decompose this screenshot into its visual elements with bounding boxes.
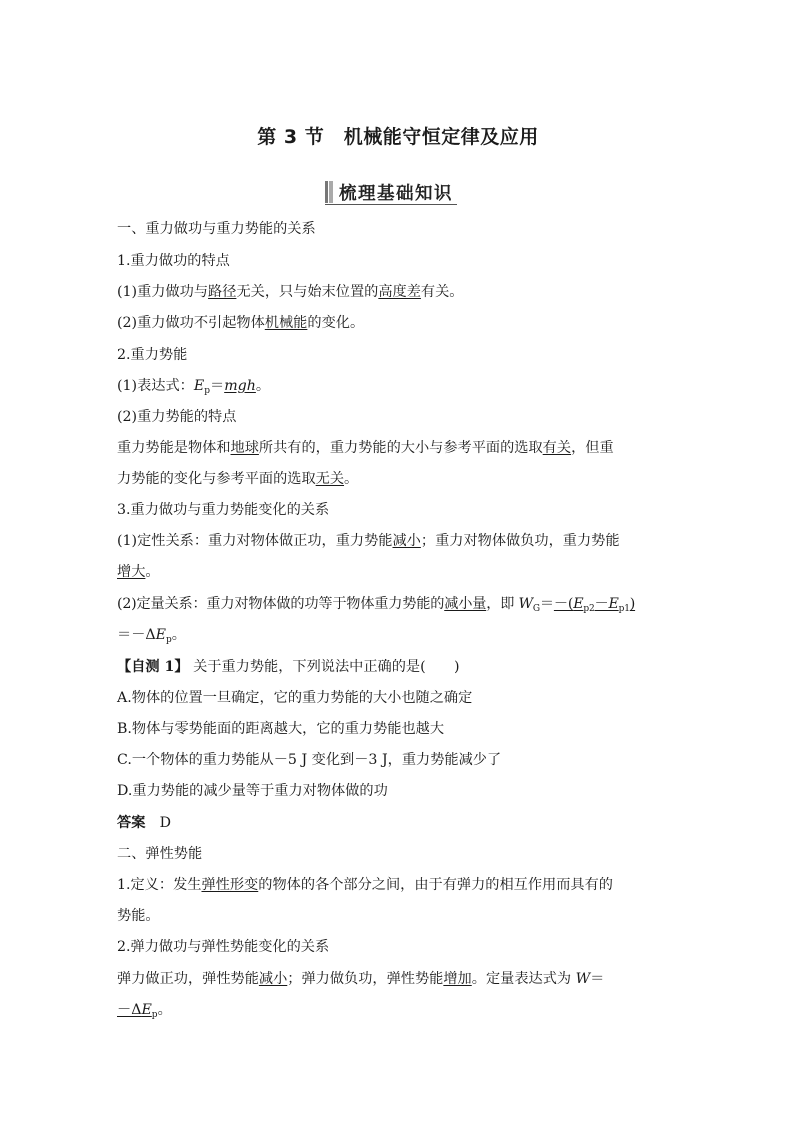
answer-label: 答案 bbox=[117, 815, 146, 831]
paragraph-1-3-a: (1)定性关系：重力对物体做正功，重力势能减小；重力对物体做负功，重力势能 bbox=[117, 533, 620, 549]
blank-answer: 增加 bbox=[443, 971, 472, 987]
paragraph-2-1-b: 势能。 bbox=[117, 908, 160, 924]
paragraph-2-2-b: $-\Delta E_p$。 bbox=[117, 1002, 172, 1020]
option-d: D.重力势能的减少量等于重力对物体做的功 bbox=[117, 783, 388, 799]
blank-answer: 机械能 bbox=[264, 315, 308, 331]
section-banner bbox=[325, 180, 457, 205]
answer-value: D bbox=[159, 815, 171, 831]
blank-answer: 有关 bbox=[542, 440, 572, 456]
banner-text: 梳理基础知识 bbox=[339, 183, 453, 204]
paragraph-1-2-b: (2)重力势能的特点 bbox=[117, 409, 237, 425]
option-c: C.一个物体的重力势能从－5 J 变化到－3 J，重力势能减少了 bbox=[117, 752, 502, 768]
blank-answer: 减小 bbox=[392, 533, 421, 549]
option-b: B.物体与零势能面的距离越大，它的重力势能也越大 bbox=[117, 721, 445, 737]
self-test-text: 关于重力势能，下列说法中正确的是( ) bbox=[188, 659, 460, 675]
section-1-heading: 一、重力做功与重力势能的关系 bbox=[117, 221, 316, 237]
subsection-1-3-heading: 3.重力做功与重力势能变化的关系 bbox=[117, 502, 330, 518]
blank-answer: 高度差 bbox=[378, 284, 421, 300]
page-title: 第 3 节 机械能守恒定律及应用 bbox=[257, 126, 539, 148]
subsection-1-1-heading: 1.重力做功的特点 bbox=[117, 253, 230, 269]
blank-answer: 路径 bbox=[208, 284, 237, 300]
blank-answer: 减小 bbox=[258, 971, 288, 987]
self-test-tag: 【自测 1】 bbox=[117, 659, 189, 675]
formula-line: (1)表达式：$E_p=mgh$。 bbox=[117, 378, 271, 396]
blank-answer: 无关 bbox=[315, 471, 345, 487]
blank-answer: 减小量 bbox=[444, 596, 487, 612]
paragraph-1-3-b: 增大。 bbox=[117, 564, 160, 580]
subsection-1-2-heading: 2.重力势能 bbox=[117, 347, 188, 363]
blank-answer: 增大 bbox=[117, 564, 146, 580]
answer-line bbox=[117, 813, 171, 833]
paragraph-1-3-d: $=-\Delta E_p$。 bbox=[117, 627, 186, 645]
paragraph-1-2-d: 力势能的变化与参考平面的选取无关。 bbox=[117, 471, 359, 487]
self-test-question bbox=[117, 657, 460, 677]
paragraph-1-1-a: (1)重力做功与路径无关，只与始末位置的高度差有关。 bbox=[117, 284, 464, 300]
option-a: A.物体的位置一旦确定，它的重力势能的大小也随之确定 bbox=[117, 690, 473, 706]
blank-answer-formula: $-(E_{p2}-E_{p1})$ bbox=[553, 596, 636, 614]
banner-bar-decoration bbox=[325, 181, 333, 203]
blank-answer: 地球 bbox=[230, 440, 259, 456]
paragraph-1-3-c: (2)定量关系：重力对物体做的功等于物体重力势能的减小量，即 $W_G=-(E_{p2}-E_{p1})$ bbox=[117, 596, 636, 614]
paragraph-1-2-c: 重力势能是物体和地球所共有的，重力势能的大小与参考平面的选取有关，但重 bbox=[117, 440, 614, 456]
blank-answer-formula: $-\Delta E_p$ bbox=[117, 1002, 158, 1020]
blank-answer: mgh bbox=[224, 378, 256, 394]
paragraph-1-1-b: (2)重力做功不引起物体机械能的变化。 bbox=[117, 315, 365, 331]
paragraph-2-2-a: 弹力做正功，弹性势能减小；弹力做负功，弹性势能增加。定量表达式为 W＝ bbox=[117, 971, 605, 987]
blank-answer: 弹性形变 bbox=[201, 877, 259, 893]
section-2-heading: 二、弹性势能 bbox=[117, 846, 203, 862]
subsection-2-2-heading: 2.弹力做功与弹性势能变化的关系 bbox=[117, 939, 330, 955]
paragraph-2-1-a: 1.定义：发生弹性形变的物体的各个部分之间，由于有弹力的相互作用而具有的 bbox=[117, 877, 613, 893]
